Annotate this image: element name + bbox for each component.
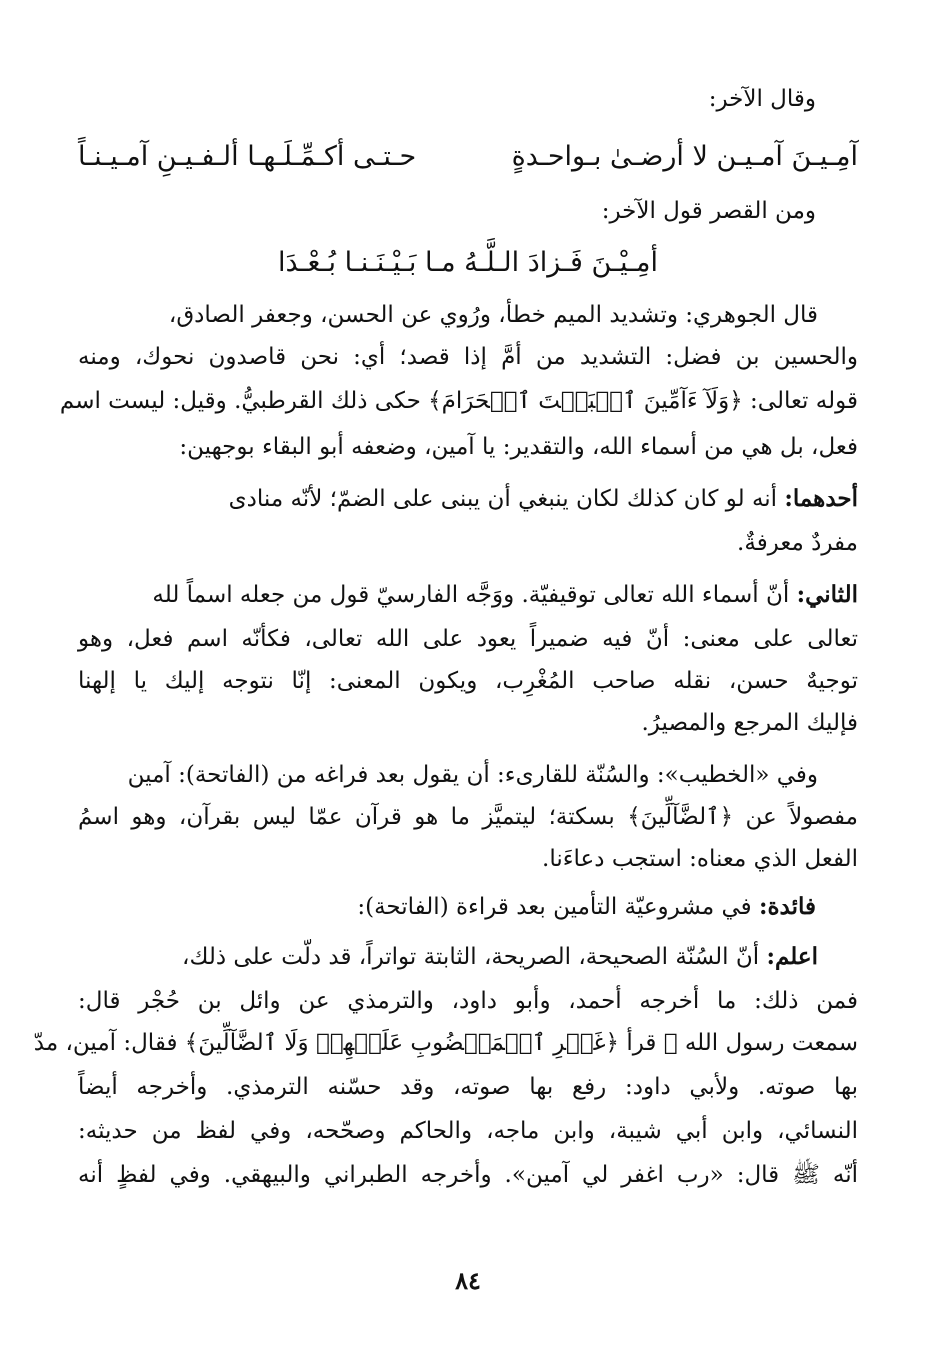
text-line-3: قوله تعالى: ﴿وَلَآ ءَآمِّينَ ٱلۡبَيۡتَ ٱلۡحَرَامَ﴾ حكى ذلك القرطبيُّ. وقيل: ليست اسم: [59, 388, 858, 414]
verse2: أمِـيْـنَ فَـزادَ الـلَّـهُ مـا بَـيْـنَـنـا بُـعْـدَا: [277, 247, 659, 278]
text-line-4: فعل، بل هي من أسماء الله، والتقدير: يا آمين، وضعفه أبو البقاء بوجهين:: [179, 434, 858, 460]
heading-ahaduhuma: أحدهما:: [784, 485, 858, 512]
heading-faida: فائدة:: [758, 893, 816, 920]
text-line-15: اعلم: أنّ السُنّة الصحيحة، الصريحة، الثابتة تواتراً، قد دلّت على ذلك،: [182, 943, 818, 970]
verse1-second-hemistich: حـتـى أكـمِّـلَـهـا ألـفـيـنِ آمـيـنـاً: [78, 141, 417, 172]
text-line-13: الفعل الذي معناه: استجب دعاءَنا.: [542, 846, 858, 872]
text-line-16: فمن ذلك: ما أخرجه أحمد، وأبو داود، والترمذي عن وائل بن حُجْر قال:: [78, 988, 858, 1014]
text-line-11: وفي «الخطيب»: والسُنّة للقارىء: أن يقول بعد فراغه من (الفاتحة): آمين: [127, 762, 818, 788]
text-line-9: توجيهٌ حسن، نقله صاحب المُغْرِب، ويكون المعنى: إنّا نتوجه إليك يا إلهنا: [78, 668, 858, 694]
text-line-18: بها صوته. ولأبي داود: رفع بها صوته، وقد حسّنه الترمذي. وأخرجه أيضاً: [78, 1074, 858, 1100]
text-line-10: فإليك المرجع والمصيرُ.: [641, 710, 858, 736]
text-line-20: أنّه ﷺ قال: «رب اغفر لي آمين». وأخرجه الطبراني والبيهقي. وفي لفظٍ أنه: [78, 1162, 858, 1188]
text-line-14: فائدة: في مشروعيّة التأمين بعد قراءة (الفاتحة):: [357, 893, 816, 920]
text-line-12: مفصولاً عن ﴿ٱلضَّآلِّينَ﴾ بسكتة؛ ليتميَّز ما هو قرآن عمّا ليس بقرآن، وهو اسمُ: [78, 804, 858, 830]
verse1-first-hemistich: آمِـيـنَ آمـيـن لا أرضـىٰ بـواحـدةٍ: [511, 141, 858, 172]
page-number: ٨٤: [455, 1266, 481, 1295]
text-line-8: تعالى على معنى: أنّ فيه ضميراً يعود على الله تعالى، فكأنّه اسم فعل، وهو: [78, 626, 858, 652]
text-line-19: النسائي، وابن أبي شيبة، وابن ماجه، والحاكم وصحّحه، وفي لفظ من حديثه:: [78, 1118, 858, 1144]
text-line-1: قال الجوهري: وتشديد الميم خطأ، ورُوي عن الحسن، وجعفر الصادق،: [168, 302, 818, 328]
intro2-line: ومن القصر قول الآخر:: [601, 198, 816, 224]
intro-line: وقال الآخر:: [708, 86, 816, 112]
heading-ilam: اعلم:: [766, 943, 818, 970]
text-line-5: أحدهما: أنه لو كان كذلك لكان ينبغي أن يبنى على الضمّ؛ لأنّه منادى: [228, 485, 858, 512]
text-line-2: والحسين بن فضل: التشديد من أمَّ إذا قصد؛ أي: نحن قاصدون نحوك، ومنه: [78, 344, 858, 370]
text-line-17: سمعت رسول الله ﷺ قرأ ﴿غَيۡرِ ٱلۡمَغۡضُوبِ عَلَيۡهِمۡ وَلَا ٱلضَّآلِّينَ﴾ فقال: آمين، مدّ: [33, 1030, 858, 1056]
text-line-6: مفردٌ معرفةٌ.: [737, 530, 858, 556]
text-line-7: الثاني: أنّ أسماء الله تعالى توقيفيّة. ووَجَّه الفارسيّ قول من جعله اسماً لله: [152, 581, 858, 608]
heading-althani: الثاني:: [796, 581, 858, 608]
